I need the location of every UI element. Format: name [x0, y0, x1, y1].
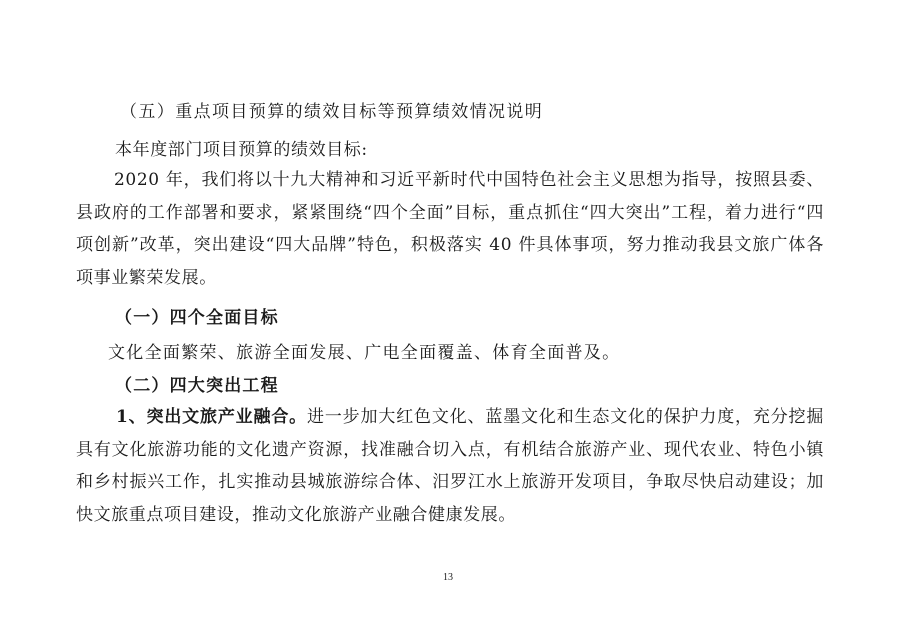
intro-label: 本年度部门项目预算的绩效目标:: [115, 140, 368, 160]
section-title: （五）重点项目预算的绩效目标等预算绩效情况说明: [120, 102, 544, 122]
heading-four-comprehensive-goals: （一）四个全面目标: [115, 308, 279, 328]
intro-paragraph: [76, 164, 824, 294]
page-number: 13: [443, 572, 453, 583]
heading-four-major-projects: （二）四大突出工程: [115, 376, 279, 396]
intro-paragraph-text: 2020 年，我们将以十九大精神和习近平新时代中国特色社会主义思想为指导，按照县委、县政府的工作部署和要求，紧紧围绕“四个全面”目标，重点抓住“四大突出”工程，着力进行“四项创新”改革，突出建设“四大品牌”特色，积极落实 40 件具体事项，努力推动我县文旅广体各项事业繁荣发展。: [76, 170, 824, 288]
paragraph-four-comprehensive-goals: 文化全面繁荣、旅游全面发展、广电全面覆盖、体育全面普及。: [108, 343, 621, 363]
item-1-body: 进一步加大红色文化、蓝墨文化和生态文化的保护力度，充分挖掘具有文化旅游功能的文化遗产资源，找准融合切入点，有机结合旅游产业、现代农业、特色小镇和乡村振兴工作，扎实推动县城旅游综合体、汨罗江水上旅游开发项目，争取尽快启动建设；加快文旅重点项目建设，推动文化旅游产业融合健康发展。: [76, 407, 824, 525]
item-1-paragraph: [76, 401, 824, 531]
item-1-lead: 1、突出文旅产业融合。: [116, 407, 308, 427]
